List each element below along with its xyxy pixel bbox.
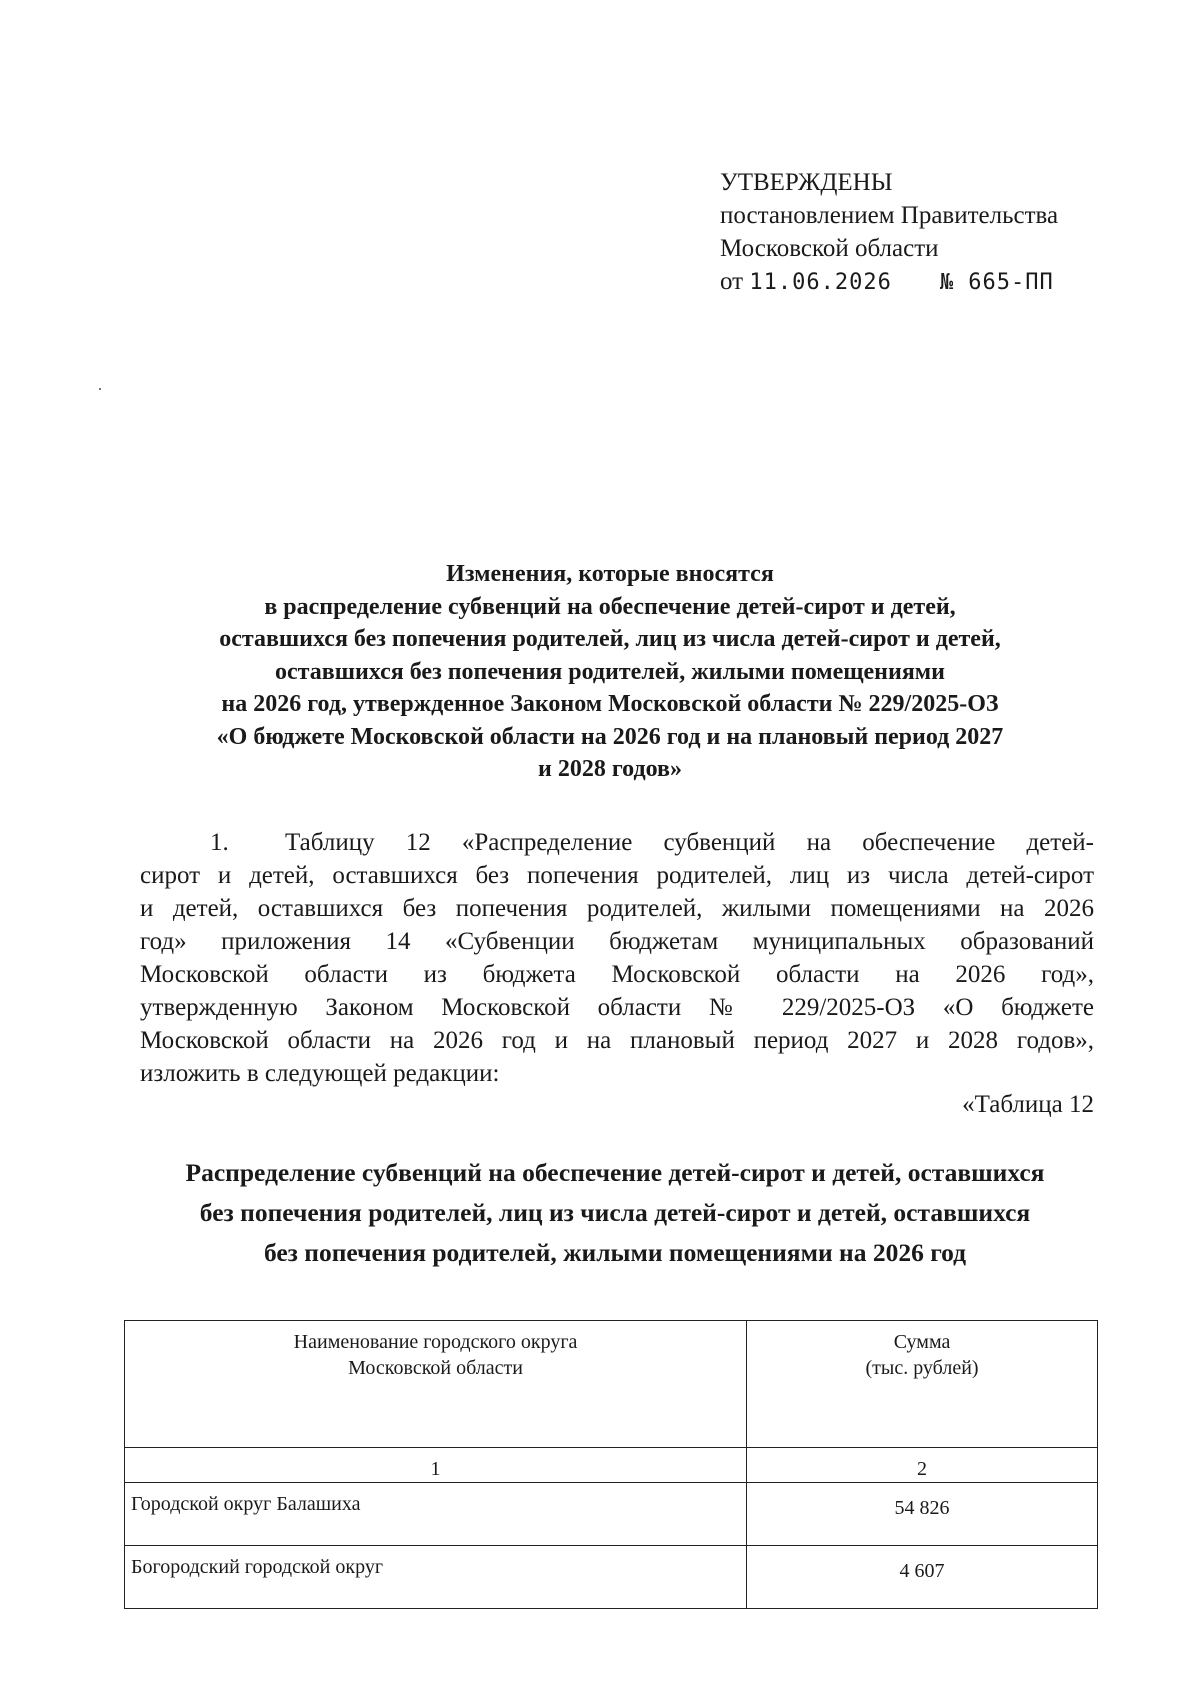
table-heading-line: без попечения родителей, жилыми помещениями на 2026 год (263, 1238, 967, 1267)
paragraph-line: Московской области на 2026 год и на плановый период 2027 и 2028 годов», (140, 1027, 1094, 1054)
paragraph-line: и детей, оставшихся без попечения родителей, жилыми помещениями на 2026 (140, 895, 1094, 922)
document-heading (130, 558, 1090, 786)
heading-line: оставшихся без попечения родителей, лиц из числа детей-сирот и детей, (219, 626, 1001, 652)
approval-number: № 665-ПП (939, 270, 1054, 295)
paragraph-line: утвержденную Законом Московской области № 229/2025-ОЗ «О бюджете (140, 994, 1094, 1021)
paragraph-line: сирот и детей, оставшихся без попечения родителей, лиц из числа детей-сирот (140, 862, 1094, 889)
paragraph-line: год» приложения 14 «Субвенции бюджетам муниципальных образований (140, 928, 1094, 955)
district-amount: 54 826 (747, 1483, 1098, 1546)
column-number-1: 1 (125, 1448, 747, 1483)
paragraph-number: 1. (210, 829, 229, 856)
column-number-2: 2 (747, 1448, 1098, 1483)
district-name: Богородский городской округ (125, 1546, 747, 1609)
approval-date: 11.06.2026 (749, 270, 892, 295)
table-header-row (125, 1321, 1098, 1448)
heading-line: «О бюджете Московской области на 2026 год и на плановый период 2027 (216, 723, 1004, 750)
table-row (125, 1483, 1098, 1546)
approval-date-line (720, 265, 1058, 299)
table-heading-line: без попечения родителей, лиц из числа детей-сирот и детей, оставшихся (199, 1198, 1031, 1227)
district-name: Городской округ Балашиха (125, 1483, 747, 1546)
heading-line: в распределение субвенций на обеспечение детей-сирот и детей, (264, 593, 956, 620)
scan-speck (99, 388, 101, 390)
heading-line: и 2028 годов» (538, 756, 682, 782)
paragraph-line: изложить в следующей редакции: (140, 1060, 500, 1087)
table-row (125, 1546, 1098, 1609)
approval-date-prefix: от (720, 268, 744, 295)
approval-line-3: Московской области (720, 235, 939, 262)
header-sum-cell: Сумма (тыс. рублей) (747, 1321, 1098, 1448)
table-heading (130, 1153, 1100, 1273)
heading-line: на 2026 год, утвержденное Законом Московской области № 229/2025-ОЗ (221, 691, 999, 717)
paragraph-line: 1. Таблицу 12 «Распределение субвенций на обеспечение детей- (140, 826, 1094, 859)
distribution-table (124, 1320, 1098, 1609)
table-label: «Таблица 12 (962, 1091, 1094, 1118)
district-amount: 4 607 (747, 1546, 1098, 1609)
approval-line-2: постановлением Правительства (720, 202, 1059, 229)
approval-title: УТВЕРЖДЕНЫ (720, 169, 893, 196)
column-number-row (125, 1448, 1098, 1483)
heading-line: Изменения, которые вносятся (446, 561, 774, 587)
heading-line: оставшихся без попечения родителей, жилыми помещениями (275, 658, 945, 685)
table-heading-line: Распределение субвенций на обеспечение детей-сирот и детей, оставшихся (185, 1158, 1045, 1187)
body-paragraph (140, 826, 1094, 1090)
paragraph-line: Московской области из бюджета Московской области на 2026 год», (140, 961, 1094, 988)
header-name-cell: Наименование городского округа Московской области (125, 1321, 747, 1448)
approval-stamp (720, 166, 1058, 299)
